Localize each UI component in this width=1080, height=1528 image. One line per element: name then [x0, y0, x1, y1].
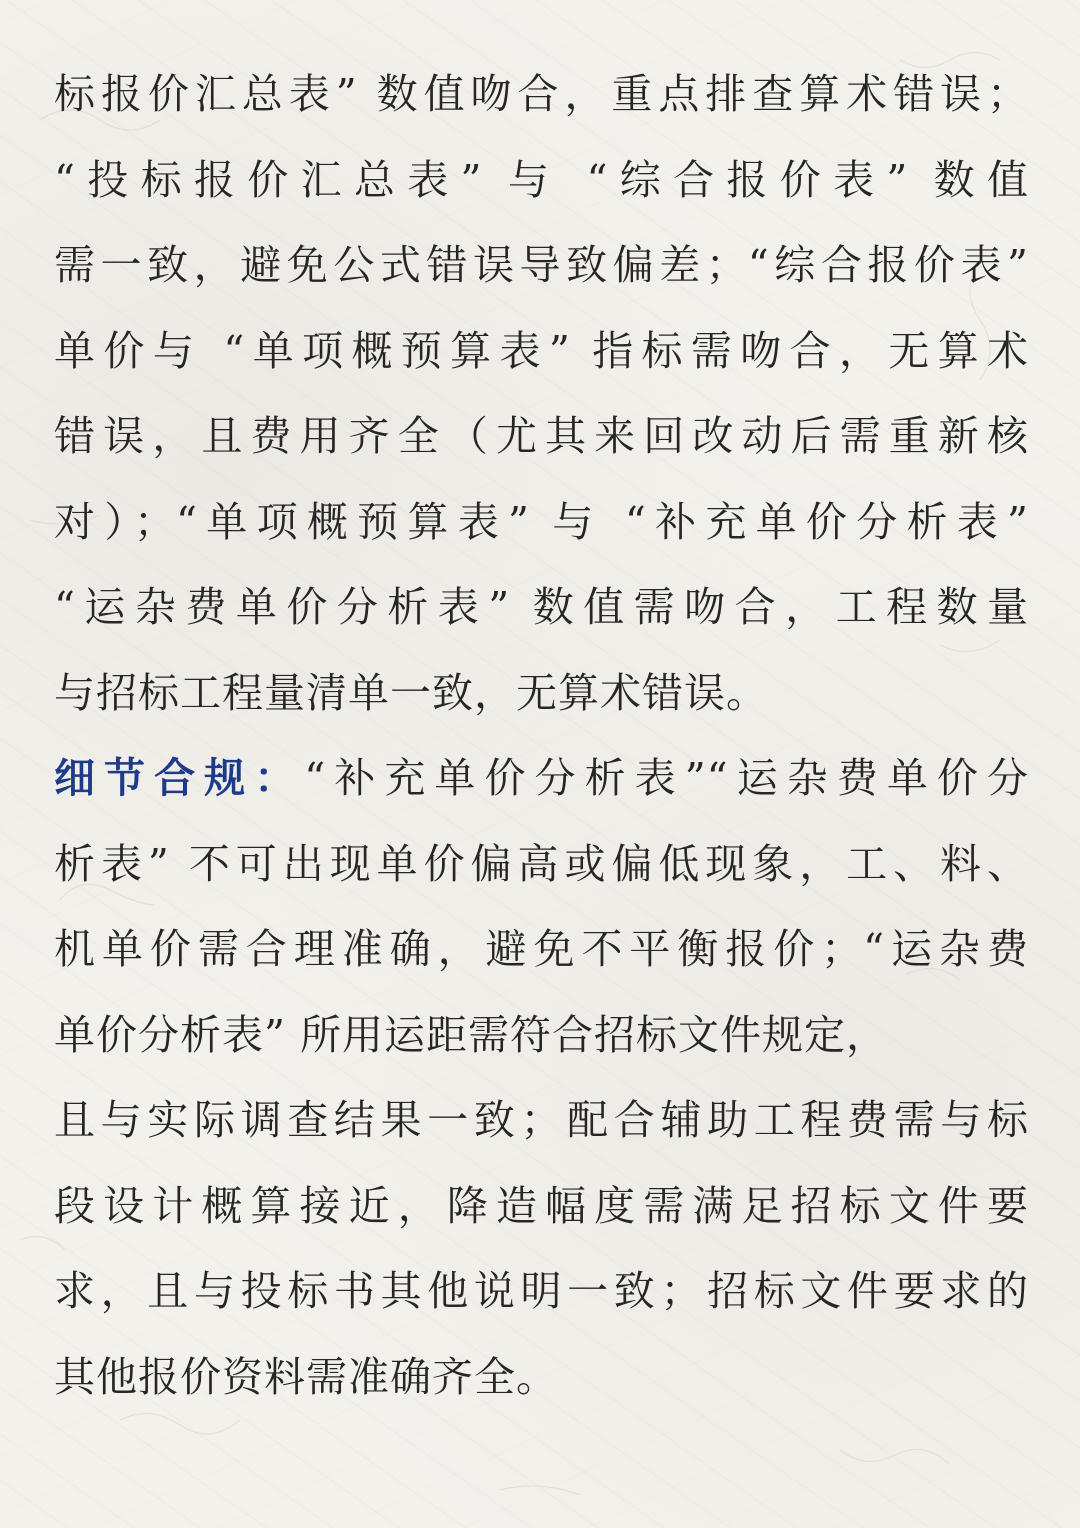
text-line: 且与实际调查结果一致；配合辅助工程费需与标 — [54, 1096, 1029, 1144]
section-first-line — [54, 736, 1029, 822]
text-line: 求，且与投标书其他说明一致；招标文件要求的 — [54, 1267, 1029, 1315]
text-line: 标报价汇总表” 数值吻合，重点排查算术错误； — [54, 70, 1029, 118]
section-heading: 细节合规： — [54, 754, 305, 802]
text-line: “投标报价汇总表” 与 “综合报价表” 数值 — [54, 155, 1029, 204]
text-line: “运杂费单价分析表” 数值需吻合，工程数量 — [54, 583, 1029, 631]
text-line: 错误，且费用齐全（尤其来回改动后需重新核 — [54, 412, 1029, 460]
text-line: 析表” 不可出现单价偏高或偏低现象，工、料、 — [54, 839, 1029, 888]
text-line: 与招标工程量清单一致，无算术错误。 — [54, 668, 768, 717]
text-line: 单价与 “单项概预算表” 指标需吻合，无算术 — [54, 326, 1029, 375]
text-line: 需一致，避免公式错误导致偏差；“综合报价表” — [54, 241, 1029, 289]
text-line: 对）；“单项概预算表” 与 “补充单价分析表” — [54, 497, 1029, 546]
body-text — [54, 52, 1029, 1420]
text-line: 段设计概算接近，降造幅度需满足招标文件要 — [54, 1181, 1029, 1230]
text-line: 其他报价资料需准确齐全。 — [54, 1352, 558, 1401]
text-line: 机单价需合理准确，避免不平衡报价；“运杂费 — [54, 925, 1029, 973]
text-line: 单价分析表” 所用运距需符合招标文件规定， — [54, 1010, 888, 1059]
text-run: “补充单价分析表”“运杂费单价分 — [304, 754, 1029, 802]
